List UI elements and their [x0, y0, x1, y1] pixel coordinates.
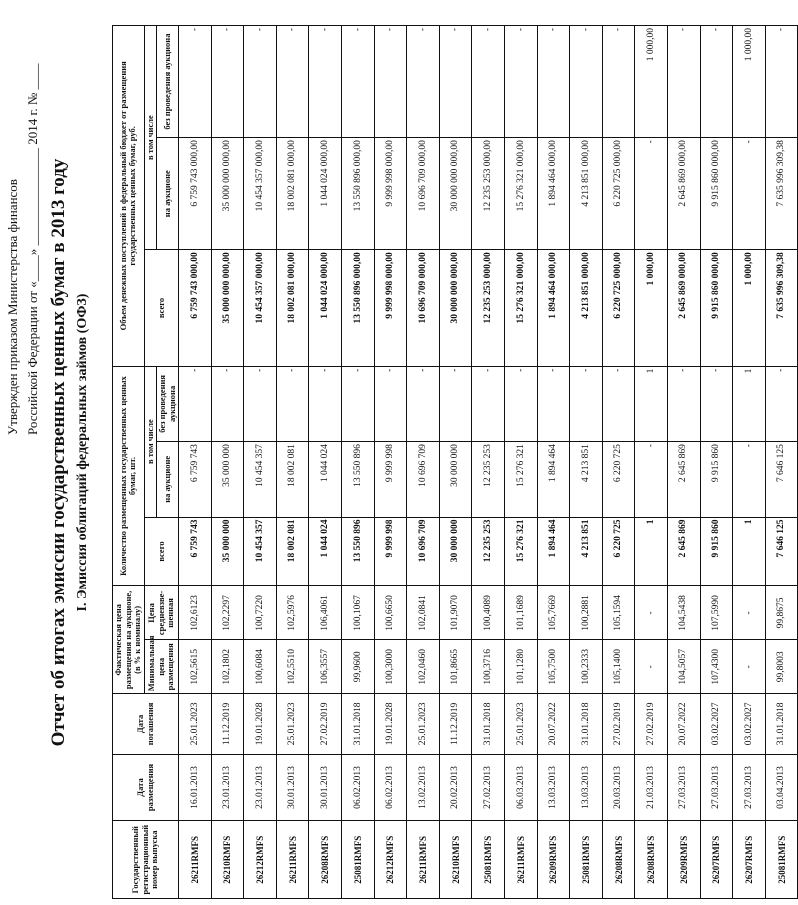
- table-row: [472, 26, 505, 899]
- avg-price-cell: 99,8675: [765, 586, 798, 640]
- maturity-date-cell: 03.02.2027: [700, 694, 733, 754]
- sum-noauction-cell: 1 000,00: [733, 26, 766, 138]
- reg-number-cell: 26210RMFS: [211, 821, 244, 899]
- qty-noauction-cell: -: [342, 366, 375, 441]
- min-price-cell: 100,3716: [472, 640, 505, 694]
- maturity-date-cell: 25.01.2023: [505, 694, 538, 754]
- maturity-date-cell: 11.12.2019: [211, 694, 244, 754]
- qty-total-cell: 1: [733, 517, 766, 586]
- min-price-cell: 105,1400: [602, 640, 635, 694]
- sum-auction-cell: 10 696 709 000,00: [407, 138, 440, 250]
- qty-noauction-cell: -: [765, 366, 798, 441]
- min-price-cell: 100,6084: [244, 640, 277, 694]
- placement-date-cell: 30.01.2013: [309, 754, 342, 821]
- avg-price-cell: 107,5990: [700, 586, 733, 640]
- section-title: I. Эмиссия облигаций федеральных займов (ОФЗ): [75, 293, 90, 612]
- header-sum-total: всего: [144, 250, 179, 366]
- qty-total-cell: 30 000 000: [439, 517, 472, 586]
- placement-date-cell: 13.03.2013: [537, 754, 570, 821]
- avg-price-cell: 102,2297: [211, 586, 244, 640]
- header-qty-noauction: без проведения аукциона: [157, 366, 179, 441]
- qty-auction-cell: 1 894 464: [537, 442, 570, 517]
- table-row: [179, 26, 212, 899]
- sum-noauction-cell: -: [179, 26, 212, 138]
- qty-noauction-cell: -: [179, 366, 212, 441]
- min-price-cell: 101,8665: [439, 640, 472, 694]
- qty-total-cell: 13 550 896: [342, 517, 375, 586]
- placement-date-cell: 06.03.2013: [505, 754, 538, 821]
- approval-line-2: Российской Федерации от «____» _______________ 2014 г. № ____: [25, 63, 40, 435]
- qty-auction-cell: 2 645 869: [668, 442, 701, 517]
- placement-date-cell: 03.04.2013: [765, 754, 798, 821]
- placement-date-cell: 27.02.2013: [472, 754, 505, 821]
- min-price-cell: -: [733, 640, 766, 694]
- min-price-cell: 100,3000: [374, 640, 407, 694]
- qty-noauction-cell: -: [276, 366, 309, 441]
- reg-number-cell: 26209RMFS: [537, 821, 570, 899]
- sum-noauction-cell: -: [505, 26, 538, 138]
- report-title: Отчет об итогах эмиссии государственных ценных бумаг в 2013 году: [48, 158, 69, 747]
- sum-total-cell: 4 213 851 000,00: [570, 250, 603, 366]
- table-row: [765, 26, 798, 899]
- reg-number-cell: 26211RMFS: [407, 821, 440, 899]
- reg-number-cell: 26207RMFS: [733, 821, 766, 899]
- sum-auction-cell: 30 000 000 000,00: [439, 138, 472, 250]
- approval-line-1: Утвержден приказом Министерства финансов: [5, 179, 20, 435]
- qty-total-cell: 18 002 081: [276, 517, 309, 586]
- sum-noauction-cell: -: [342, 26, 375, 138]
- header-funds-group: Объем денежных поступлений в федеральный бюджет от размещения государственных ценных бумаг, руб.: [113, 26, 145, 367]
- sum-auction-cell: 1 044 024 000,00: [309, 138, 342, 250]
- min-price-cell: 99,8003: [765, 640, 798, 694]
- avg-price-cell: 102,5976: [276, 586, 309, 640]
- reg-number-cell: 26211RMFS: [179, 821, 212, 899]
- maturity-date-cell: 31.01.2018: [342, 694, 375, 754]
- qty-auction-cell: 6 220 725: [602, 442, 635, 517]
- table-row: [700, 26, 733, 899]
- sum-auction-cell: 10 454 357 000,00: [244, 138, 277, 250]
- sum-auction-cell: -: [733, 138, 766, 250]
- avg-price-cell: 105,1594: [602, 586, 635, 640]
- sum-total-cell: 6 220 725 000,00: [602, 250, 635, 366]
- qty-total-cell: 15 276 321: [505, 517, 538, 586]
- avg-price-cell: 105,7669: [537, 586, 570, 640]
- table-row: [537, 26, 570, 899]
- header-placement-date: Дата размещения: [113, 754, 179, 821]
- sum-total-cell: 9 915 860 000,00: [700, 250, 733, 366]
- qty-noauction-cell: -: [700, 366, 733, 441]
- avg-price-cell: 106,4061: [309, 586, 342, 640]
- table-row: [276, 26, 309, 899]
- avg-price-cell: 100,4089: [472, 586, 505, 640]
- sum-total-cell: 10 454 357 000,00: [244, 250, 277, 366]
- sum-auction-cell: 9 915 860 000,00: [700, 138, 733, 250]
- qty-auction-cell: -: [733, 442, 766, 517]
- table-row: [505, 26, 538, 899]
- placement-date-cell: 20.03.2013: [602, 754, 635, 821]
- avg-price-cell: 100,2881: [570, 586, 603, 640]
- header-sum-auction: на аукционе: [157, 138, 179, 250]
- header-avg-price: Цена средневзве-шенная: [144, 586, 179, 640]
- placement-date-cell: 06.02.2013: [374, 754, 407, 821]
- sum-noauction-cell: -: [472, 26, 505, 138]
- qty-noauction-cell: -: [244, 366, 277, 441]
- qty-auction-cell: 9 999 998: [374, 442, 407, 517]
- min-price-cell: 107,4300: [700, 640, 733, 694]
- header-sum-incl: в том числе: [144, 26, 157, 250]
- reg-number-cell: 25081RMFS: [570, 821, 603, 899]
- qty-noauction-cell: -: [537, 366, 570, 441]
- reg-number-cell: 26208RMFS: [309, 821, 342, 899]
- avg-price-cell: 102,6123: [179, 586, 212, 640]
- qty-auction-cell: 9 915 860: [700, 442, 733, 517]
- sum-noauction-cell: -: [602, 26, 635, 138]
- avg-price-cell: 100,7220: [244, 586, 277, 640]
- reg-number-cell: 25081RMFS: [765, 821, 798, 899]
- sum-noauction-cell: -: [374, 26, 407, 138]
- avg-price-cell: -: [635, 586, 668, 640]
- table-row: [407, 26, 440, 899]
- table-row: [439, 26, 472, 899]
- qty-noauction-cell: -: [407, 366, 440, 441]
- maturity-date-cell: 11.12.2019: [439, 694, 472, 754]
- qty-total-cell: 1 044 024: [309, 517, 342, 586]
- sum-noauction-cell: -: [276, 26, 309, 138]
- placement-date-cell: 21.03.2013: [635, 754, 668, 821]
- qty-noauction-cell: -: [668, 366, 701, 441]
- sum-noauction-cell: -: [700, 26, 733, 138]
- qty-auction-cell: 1 044 024: [309, 442, 342, 517]
- qty-auction-cell: 7 646 125: [765, 442, 798, 517]
- sum-noauction-cell: -: [570, 26, 603, 138]
- reg-number-cell: 26209RMFS: [668, 821, 701, 899]
- header-maturity-date: Дата погашения: [113, 694, 179, 754]
- sum-noauction-cell: -: [407, 26, 440, 138]
- placement-date-cell: 06.02.2013: [342, 754, 375, 821]
- maturity-date-cell: 31.01.2018: [765, 694, 798, 754]
- table-row: [733, 26, 766, 899]
- sum-auction-cell: 12 235 253 000,00: [472, 138, 505, 250]
- sum-auction-cell: 13 550 896 000,00: [342, 138, 375, 250]
- placement-date-cell: 13.02.2013: [407, 754, 440, 821]
- table-row: [309, 26, 342, 899]
- avg-price-cell: 104,5438: [668, 586, 701, 640]
- min-price-cell: 102,5510: [276, 640, 309, 694]
- maturity-date-cell: 03.02.2027: [733, 694, 766, 754]
- qty-total-cell: 35 000 000: [211, 517, 244, 586]
- table-row: [374, 26, 407, 899]
- table-row: [570, 26, 603, 899]
- reg-number-cell: 26208RMFS: [635, 821, 668, 899]
- placement-date-cell: 20.02.2013: [439, 754, 472, 821]
- placement-date-cell: 16.01.2013: [179, 754, 212, 821]
- qty-total-cell: 9 999 998: [374, 517, 407, 586]
- sum-auction-cell: 4 213 851 000,00: [570, 138, 603, 250]
- qty-total-cell: 7 646 125: [765, 517, 798, 586]
- min-price-cell: 102,1802: [211, 640, 244, 694]
- sum-noauction-cell: -: [244, 26, 277, 138]
- sum-noauction-cell: -: [439, 26, 472, 138]
- min-price-cell: 99,9600: [342, 640, 375, 694]
- qty-auction-cell: 10 454 357: [244, 442, 277, 517]
- sum-auction-cell: 2 645 869 000,00: [668, 138, 701, 250]
- sum-auction-cell: -: [635, 138, 668, 250]
- qty-noauction-cell: -: [374, 366, 407, 441]
- sum-auction-cell: 18 002 081 000,00: [276, 138, 309, 250]
- qty-noauction-cell: 1: [635, 366, 668, 441]
- header-qty-auction: на аукционе: [157, 442, 179, 517]
- qty-auction-cell: 18 002 081: [276, 442, 309, 517]
- sum-auction-cell: 6 759 743 000,00: [179, 138, 212, 250]
- avg-price-cell: 101,1689: [505, 586, 538, 640]
- table-row: [668, 26, 701, 899]
- reg-number-cell: 26211RMFS: [276, 821, 309, 899]
- qty-auction-cell: 12 235 253: [472, 442, 505, 517]
- maturity-date-cell: 19.01.2028: [244, 694, 277, 754]
- table-row: [602, 26, 635, 899]
- maturity-date-cell: 25.01.2023: [179, 694, 212, 754]
- qty-noauction-cell: -: [211, 366, 244, 441]
- sum-auction-cell: 6 220 725 000,00: [602, 138, 635, 250]
- avg-price-cell: 102,0841: [407, 586, 440, 640]
- qty-auction-cell: -: [635, 442, 668, 517]
- qty-auction-cell: 6 759 743: [179, 442, 212, 517]
- sum-auction-cell: 1 894 464 000,00: [537, 138, 570, 250]
- qty-auction-cell: 10 696 709: [407, 442, 440, 517]
- min-price-cell: 105,7500: [537, 640, 570, 694]
- header-reg-number: Государственный регистрационный номер выпуска: [113, 821, 179, 899]
- sum-noauction-cell: -: [668, 26, 701, 138]
- sum-auction-cell: 15 276 321 000,00: [505, 138, 538, 250]
- sum-total-cell: 13 550 896 000,00: [342, 250, 375, 366]
- header-sum-noauction: без проведения аукциона: [157, 26, 179, 138]
- qty-auction-cell: 15 276 321: [505, 442, 538, 517]
- qty-auction-cell: 35 000 000: [211, 442, 244, 517]
- qty-total-cell: 12 235 253: [472, 517, 505, 586]
- maturity-date-cell: 25.01.2023: [407, 694, 440, 754]
- qty-total-cell: 2 645 869: [668, 517, 701, 586]
- reg-number-cell: 25081RMFS: [342, 821, 375, 899]
- sum-auction-cell: 9 999 998 000,00: [374, 138, 407, 250]
- placement-date-cell: 27.03.2013: [700, 754, 733, 821]
- sum-total-cell: 9 999 998 000,00: [374, 250, 407, 366]
- sum-total-cell: 10 696 709 000,00: [407, 250, 440, 366]
- header-price-group: Фактическая цена размещения на аукционе, (в % к номиналу): [113, 586, 145, 694]
- qty-auction-cell: 30 000 000: [439, 442, 472, 517]
- sum-total-cell: 1 000,00: [635, 250, 668, 366]
- table-body: [179, 26, 798, 899]
- placement-date-cell: 23.01.2013: [244, 754, 277, 821]
- qty-total-cell: 1 894 464: [537, 517, 570, 586]
- reg-number-cell: 26210RMFS: [439, 821, 472, 899]
- avg-price-cell: 100,1067: [342, 586, 375, 640]
- bond-issuance-table: [112, 25, 798, 899]
- qty-total-cell: 6 220 725: [602, 517, 635, 586]
- qty-total-cell: 4 213 851: [570, 517, 603, 586]
- sum-total-cell: 1 044 024 000,00: [309, 250, 342, 366]
- sum-total-cell: 30 000 000 000,00: [439, 250, 472, 366]
- header-qty-total: всего: [144, 517, 179, 586]
- min-price-cell: 104,5057: [668, 640, 701, 694]
- qty-noauction-cell: 1: [733, 366, 766, 441]
- sum-total-cell: 1 894 464 000,00: [537, 250, 570, 366]
- reg-number-cell: 26208RMFS: [602, 821, 635, 899]
- sum-total-cell: 18 002 081 000,00: [276, 250, 309, 366]
- sum-total-cell: 35 000 000 000,00: [211, 250, 244, 366]
- sum-noauction-cell: -: [309, 26, 342, 138]
- table-row: [635, 26, 668, 899]
- avg-price-cell: -: [733, 586, 766, 640]
- sum-noauction-cell: -: [765, 26, 798, 138]
- qty-total-cell: 9 915 860: [700, 517, 733, 586]
- table-row: [211, 26, 244, 899]
- sum-noauction-cell: -: [537, 26, 570, 138]
- sum-total-cell: 15 276 321 000,00: [505, 250, 538, 366]
- reg-number-cell: 25081RMFS: [472, 821, 505, 899]
- qty-noauction-cell: -: [602, 366, 635, 441]
- qty-total-cell: 1: [635, 517, 668, 586]
- sum-total-cell: 1 000,00: [733, 250, 766, 366]
- min-price-cell: 101,1280: [505, 640, 538, 694]
- sum-total-cell: 7 635 996 309,38: [765, 250, 798, 366]
- min-price-cell: 106,3557: [309, 640, 342, 694]
- sum-auction-cell: 35 000 000 000,00: [211, 138, 244, 250]
- placement-date-cell: 27.03.2013: [733, 754, 766, 821]
- avg-price-cell: 100,6650: [374, 586, 407, 640]
- placement-date-cell: 13.03.2013: [570, 754, 603, 821]
- maturity-date-cell: 25.01.2023: [276, 694, 309, 754]
- min-price-cell: 100,2333: [570, 640, 603, 694]
- maturity-date-cell: 20.07.2022: [537, 694, 570, 754]
- reg-number-cell: 26211RMFS: [505, 821, 538, 899]
- header-quantity-group: Количество размещенных государственных ценных бумаг, шт.: [113, 366, 145, 586]
- placement-date-cell: 23.01.2013: [211, 754, 244, 821]
- placement-date-cell: 27.03.2013: [668, 754, 701, 821]
- qty-auction-cell: 13 550 896: [342, 442, 375, 517]
- reg-number-cell: 26212RMFS: [374, 821, 407, 899]
- maturity-date-cell: 31.01.2018: [472, 694, 505, 754]
- qty-noauction-cell: -: [472, 366, 505, 441]
- maturity-date-cell: 27.02.2019: [635, 694, 668, 754]
- reg-number-cell: 26207RMFS: [700, 821, 733, 899]
- sum-total-cell: 6 759 743 000,00: [179, 250, 212, 366]
- min-price-cell: -: [635, 640, 668, 694]
- sum-total-cell: 2 645 869 000,00: [668, 250, 701, 366]
- min-price-cell: 102,0460: [407, 640, 440, 694]
- sum-auction-cell: 7 635 996 309,38: [765, 138, 798, 250]
- qty-total-cell: 10 696 709: [407, 517, 440, 586]
- min-price-cell: 102,5615: [179, 640, 212, 694]
- qty-noauction-cell: -: [570, 366, 603, 441]
- reg-number-cell: 26212RMFS: [244, 821, 277, 899]
- table-row: [244, 26, 277, 899]
- table-row: [342, 26, 375, 899]
- placement-date-cell: 30.01.2013: [276, 754, 309, 821]
- sum-noauction-cell: 1 000,00: [635, 26, 668, 138]
- qty-noauction-cell: -: [505, 366, 538, 441]
- maturity-date-cell: 31.01.2018: [570, 694, 603, 754]
- qty-total-cell: 6 759 743: [179, 517, 212, 586]
- maturity-date-cell: 27.02.2019: [309, 694, 342, 754]
- qty-noauction-cell: -: [309, 366, 342, 441]
- qty-auction-cell: 4 213 851: [570, 442, 603, 517]
- maturity-date-cell: 19.01.2028: [374, 694, 407, 754]
- maturity-date-cell: 27.02.2019: [602, 694, 635, 754]
- header-min-price: Минимальная цена размещения: [144, 640, 179, 694]
- qty-noauction-cell: -: [439, 366, 472, 441]
- sum-noauction-cell: -: [211, 26, 244, 138]
- avg-price-cell: 101,9070: [439, 586, 472, 640]
- sum-total-cell: 12 235 253 000,00: [472, 250, 505, 366]
- qty-total-cell: 10 454 357: [244, 517, 277, 586]
- header-qty-incl: в том числе: [144, 366, 157, 517]
- maturity-date-cell: 20.07.2022: [668, 694, 701, 754]
